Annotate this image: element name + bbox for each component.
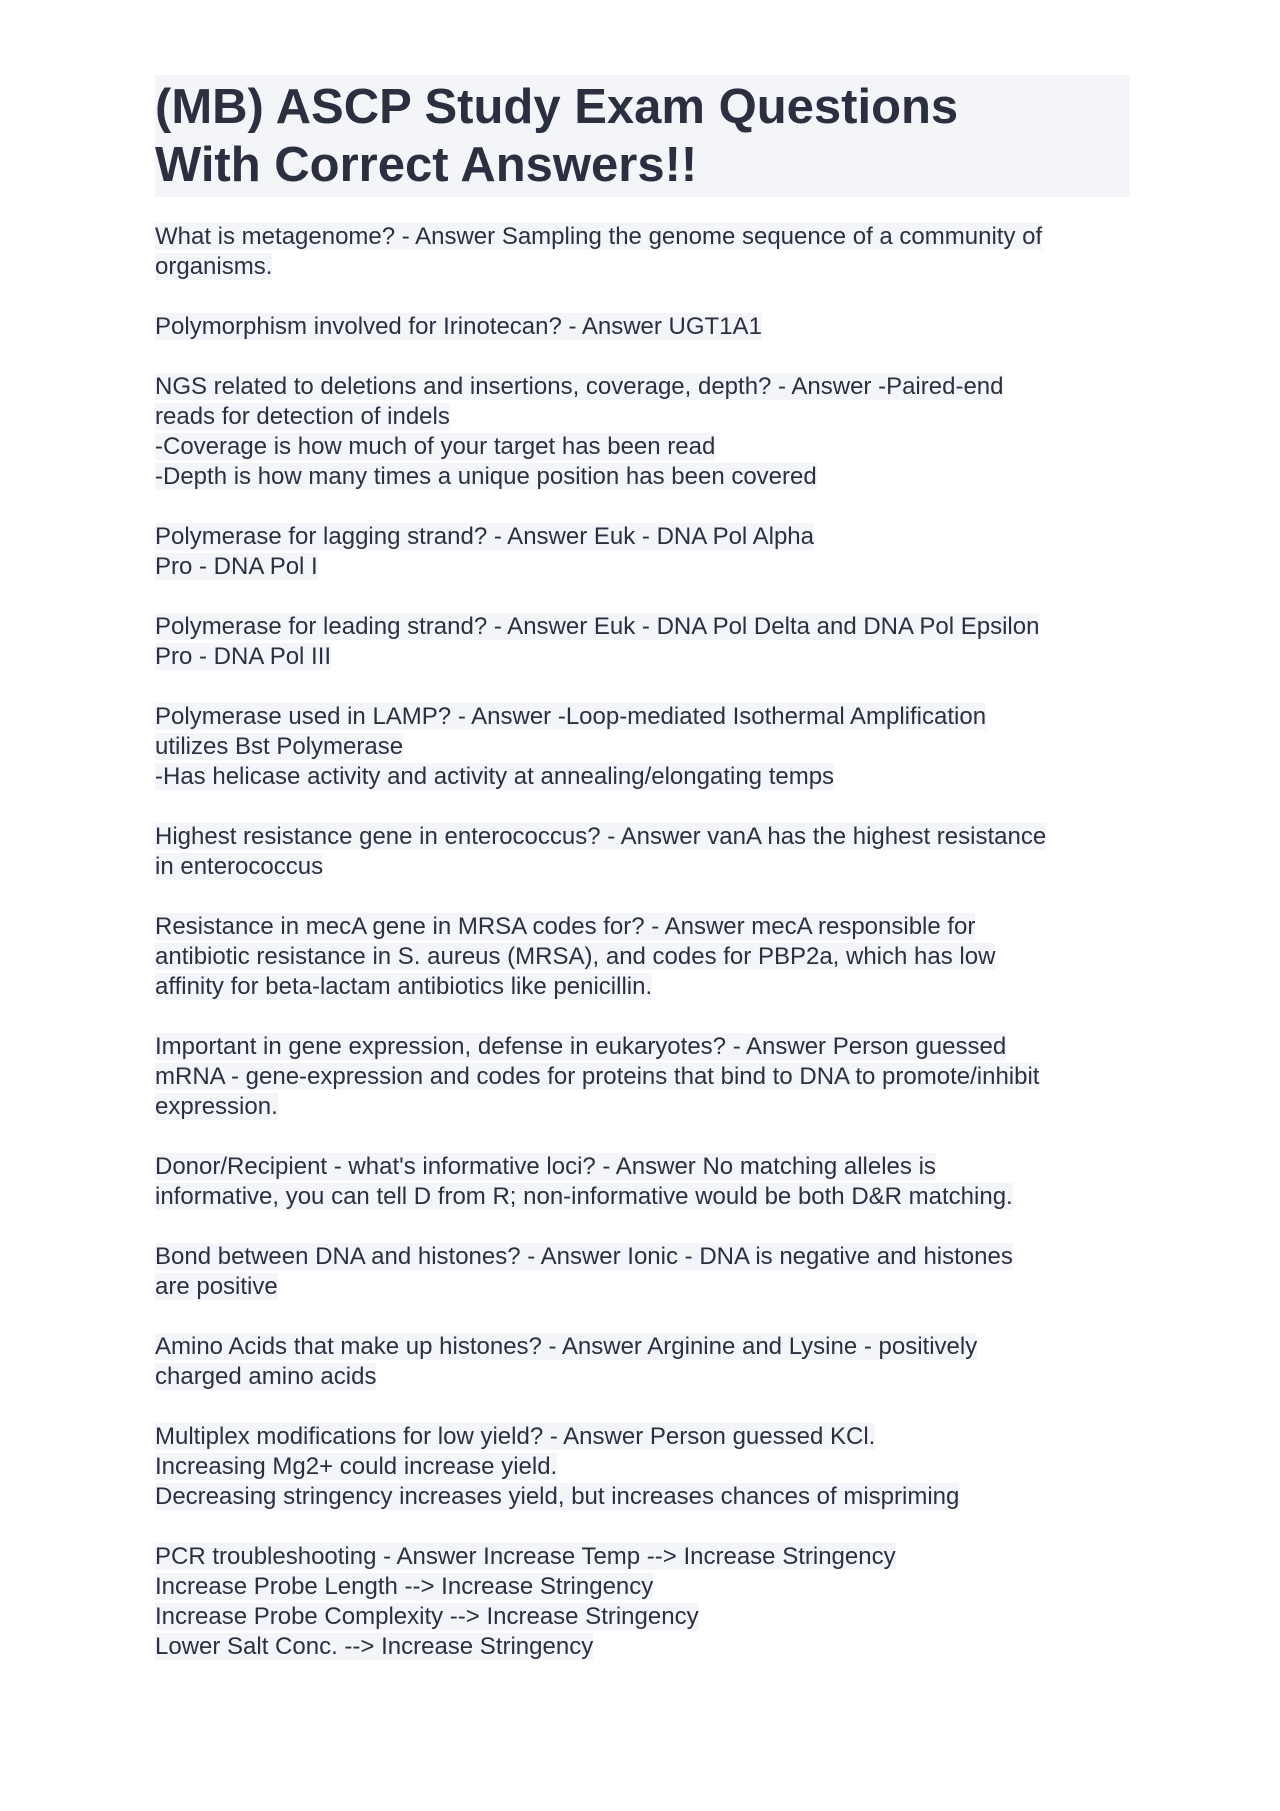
qa-entry [155, 222, 1130, 282]
qa-line-text: NGS related to deletions and insertions, coverage, depth? - Answer -Paired-end [155, 373, 1004, 400]
qa-line [155, 612, 1130, 642]
qa-line [155, 552, 1130, 582]
qa-line-text: Pro - DNA Pol III [155, 643, 332, 670]
qa-line [155, 1152, 1130, 1182]
qa-line [155, 732, 1130, 762]
qa-line [155, 1422, 1130, 1452]
qa-line [155, 1182, 1130, 1212]
qa-line-text: mRNA - gene-expression and codes for proteins that bind to DNA to promote/inhibit [155, 1063, 1040, 1090]
qa-line [155, 1602, 1130, 1632]
qa-line-text: Resistance in mecA gene in MRSA codes for? - Answer mecA responsible for [155, 913, 976, 940]
question-answer-list [155, 222, 1130, 1662]
qa-line-text: are positive [155, 1273, 278, 1300]
qa-line-text: informative, you can tell D from R; non-informative would be both D&R matching. [155, 1183, 1013, 1210]
qa-line [155, 1242, 1130, 1272]
qa-line-text: -Depth is how many times a unique position has been covered [155, 463, 817, 490]
qa-line [155, 702, 1130, 732]
qa-entry [155, 1152, 1130, 1212]
qa-entry [155, 1242, 1130, 1302]
qa-line-text: Polymerase for leading strand? - Answer Euk - DNA Pol Delta and DNA Pol Epsilon [155, 613, 1040, 640]
qa-line [155, 1032, 1130, 1062]
qa-entry [155, 822, 1130, 882]
qa-line [155, 1482, 1130, 1512]
qa-line-text: charged amino acids [155, 1363, 377, 1390]
qa-line-text: Polymorphism involved for Irinotecan? - Answer UGT1A1 [155, 313, 762, 340]
qa-line [155, 1272, 1130, 1302]
qa-line [155, 1332, 1130, 1362]
qa-line-text: -Coverage is how much of your target has been read [155, 433, 716, 460]
qa-line-text: Amino Acids that make up histones? - Answer Arginine and Lysine - positively [155, 1333, 978, 1360]
qa-line [155, 1542, 1130, 1572]
qa-line-text: Polymerase used in LAMP? - Answer -Loop-mediated Isothermal Amplification [155, 703, 987, 730]
qa-entry [155, 1422, 1130, 1512]
qa-line-text: Lower Salt Conc. --> Increase Stringency [155, 1633, 594, 1660]
document-title [155, 75, 1130, 197]
qa-line [155, 432, 1130, 462]
qa-line-text: Polymerase for lagging strand? - Answer Euk - DNA Pol Alpha [155, 523, 814, 550]
qa-entry [155, 312, 1130, 342]
qa-line [155, 762, 1130, 792]
qa-entry [155, 612, 1130, 672]
qa-line-text: PCR troubleshooting - Answer Increase Temp --> Increase Stringency [155, 1543, 896, 1570]
title-line: (MB) ASCP Study Exam Questions [155, 80, 959, 134]
qa-line-text: expression. [155, 1093, 278, 1120]
qa-entry [155, 912, 1130, 1002]
qa-entry [155, 1332, 1130, 1392]
qa-line [155, 402, 1130, 432]
qa-line-text: affinity for beta-lactam antibiotics like penicillin. [155, 973, 653, 1000]
qa-entry [155, 1542, 1130, 1662]
qa-line [155, 522, 1130, 552]
qa-entry [155, 1032, 1130, 1122]
qa-line-text: What is metagenome? - Answer Sampling the genome sequence of a community of [155, 223, 1043, 250]
qa-line-text: antibiotic resistance in S. aureus (MRSA), and codes for PBP2a, which has low [155, 943, 996, 970]
qa-entry [155, 702, 1130, 792]
qa-entry [155, 522, 1130, 582]
qa-line [155, 1362, 1130, 1392]
qa-line [155, 852, 1130, 882]
qa-entry [155, 372, 1130, 492]
qa-line [155, 1452, 1130, 1482]
qa-line [155, 942, 1130, 972]
qa-line-text: Increase Probe Length --> Increase Stringency [155, 1573, 654, 1600]
qa-line-text: Pro - DNA Pol I [155, 553, 318, 580]
qa-line-text: Important in gene expression, defense in eukaryotes? - Answer Person guessed [155, 1033, 1007, 1060]
qa-line-text: Increasing Mg2+ could increase yield. [155, 1453, 558, 1480]
qa-line-text: -Has helicase activity and activity at annealing/elongating temps [155, 763, 835, 790]
qa-line-text: Bond between DNA and histones? - Answer Ionic - DNA is negative and histones [155, 1243, 1013, 1270]
qa-line-text: in enterococcus [155, 853, 324, 880]
qa-line-text: utilizes Bst Polymerase [155, 733, 404, 760]
qa-line [155, 312, 1130, 342]
qa-line [155, 912, 1130, 942]
qa-line-text: organisms. [155, 253, 273, 280]
title-line: With Correct Answers!! [155, 138, 698, 192]
qa-line [155, 1092, 1130, 1122]
qa-line [155, 252, 1130, 282]
qa-line-text: reads for detection of indels [155, 403, 450, 430]
qa-line [155, 222, 1130, 252]
qa-line [155, 1632, 1130, 1662]
qa-line [155, 822, 1130, 852]
qa-line [155, 1062, 1130, 1092]
qa-line [155, 462, 1130, 492]
qa-line [155, 372, 1130, 402]
document-page [155, 75, 1130, 1692]
qa-line-text: Highest resistance gene in enterococcus? - Answer vanA has the highest resistance [155, 823, 1047, 850]
qa-line-text: Decreasing stringency increases yield, but increases chances of mispriming [155, 1483, 960, 1510]
qa-line-text: Donor/Recipient - what's informative loci? - Answer No matching alleles is [155, 1153, 936, 1180]
qa-line-text: Multiplex modifications for low yield? - Answer Person guessed KCl. [155, 1423, 876, 1450]
qa-line-text: Increase Probe Complexity --> Increase Stringency [155, 1603, 699, 1630]
qa-line [155, 972, 1130, 1002]
qa-line [155, 642, 1130, 672]
qa-line [155, 1572, 1130, 1602]
